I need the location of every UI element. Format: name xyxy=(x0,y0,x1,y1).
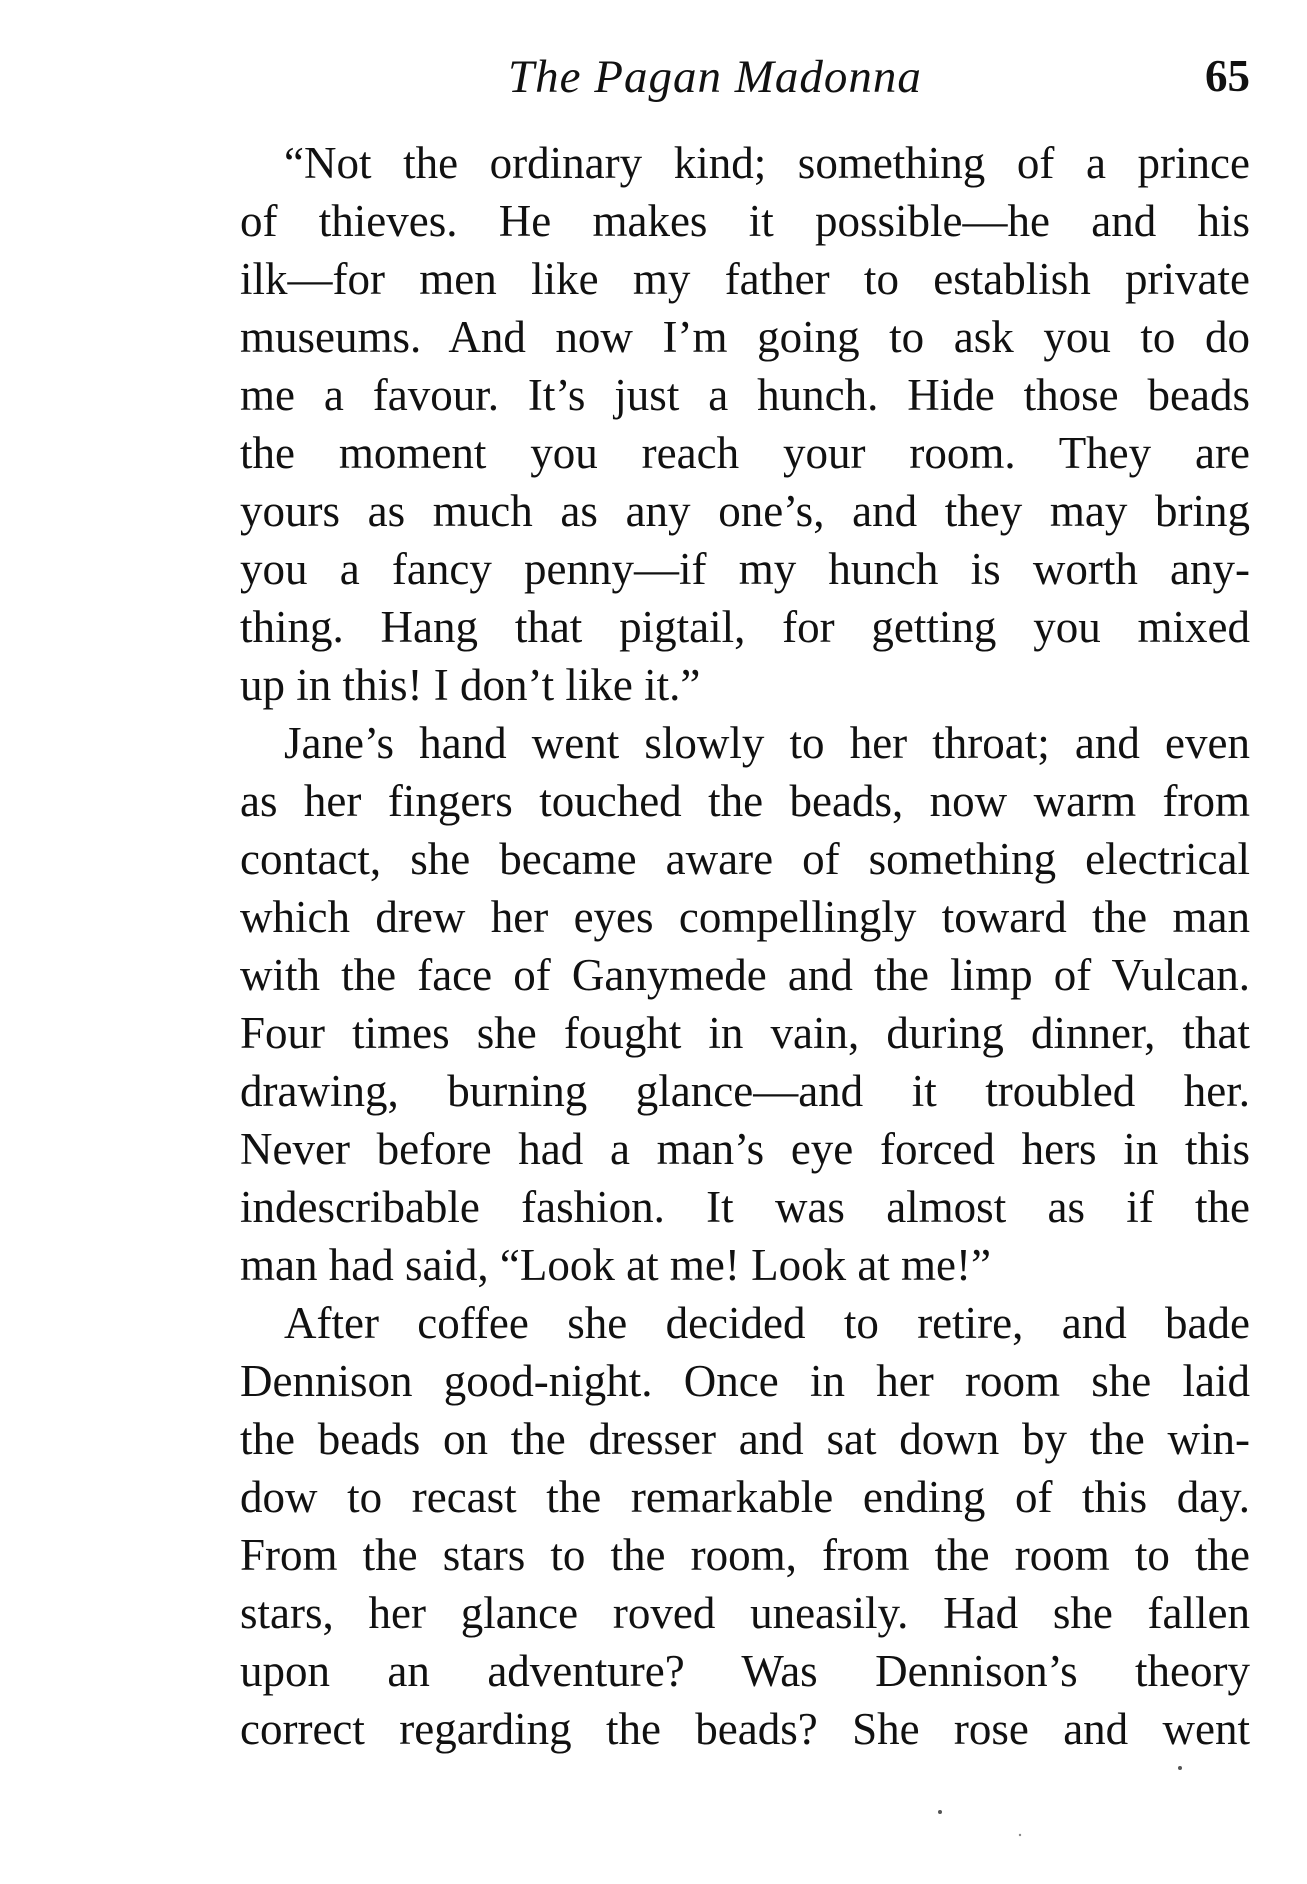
text-line: the beads on the dresser and sat down by the win- xyxy=(240,1414,1250,1464)
ink-speck xyxy=(938,1810,942,1814)
text-line: Dennison good-night. Once in her room she laid xyxy=(240,1356,1250,1406)
text-line: up in this! I don’t like it.” xyxy=(240,660,701,710)
text-line: you a fancy penny—if my hunch is worth any- xyxy=(240,544,1250,594)
text-line: From the stars to the room, from the room to the xyxy=(240,1530,1250,1580)
text-line: Never before had a man’s eye forced hers in this xyxy=(240,1124,1250,1174)
text-line: me a favour. It’s just a hunch. Hide those beads xyxy=(240,370,1250,420)
text-line: as her fingers touched the beads, now warm from xyxy=(240,776,1250,826)
text-line: museums. And now I’m going to ask you to do xyxy=(240,312,1250,362)
ink-speck xyxy=(1178,1766,1182,1770)
text-line: thing. Hang that pigtail, for getting you mixed xyxy=(240,602,1250,652)
running-head xyxy=(240,50,1250,110)
text-line: Jane’s hand went slowly to her throat; and even xyxy=(284,718,1250,768)
text-line: the moment you reach your room. They are xyxy=(240,428,1250,478)
text-line: man had said, “Look at me! Look at me!” xyxy=(240,1240,991,1290)
text-line: “Not the ordinary kind; something of a prince xyxy=(284,138,1250,188)
text-line: contact, she became aware of something electrical xyxy=(240,834,1250,884)
text-line: correct regarding the beads? She rose and went xyxy=(240,1704,1250,1754)
text-line: ilk—for men like my father to establish private xyxy=(240,254,1250,304)
text-line: drawing, burning glance—and it troubled her. xyxy=(240,1066,1250,1116)
text-line: After coffee she decided to retire, and bade xyxy=(284,1298,1250,1348)
text-line: upon an adventure? Was Dennison’s theory xyxy=(240,1646,1250,1696)
page-number: 65 xyxy=(1205,51,1250,101)
text-line: stars, her glance roved uneasily. Had she fallen xyxy=(240,1588,1250,1638)
ink-speck xyxy=(1019,1834,1021,1836)
text-line: which drew her eyes compellingly toward the man xyxy=(240,892,1250,942)
text-line: of thieves. He makes it possible—he and his xyxy=(240,196,1250,246)
text-line: indescribable fashion. It was almost as if the xyxy=(240,1182,1250,1232)
text-line: Four times she fought in vain, during dinner, that xyxy=(240,1008,1250,1058)
body-text xyxy=(240,134,1250,1758)
text-line: dow to recast the remarkable ending of this day. xyxy=(240,1472,1250,1522)
text-line: with the face of Ganymede and the limp of Vulcan. xyxy=(240,950,1250,1000)
running-title: The Pagan Madonna xyxy=(508,51,922,103)
text-line: yours as much as any one’s, and they may bring xyxy=(240,486,1250,536)
